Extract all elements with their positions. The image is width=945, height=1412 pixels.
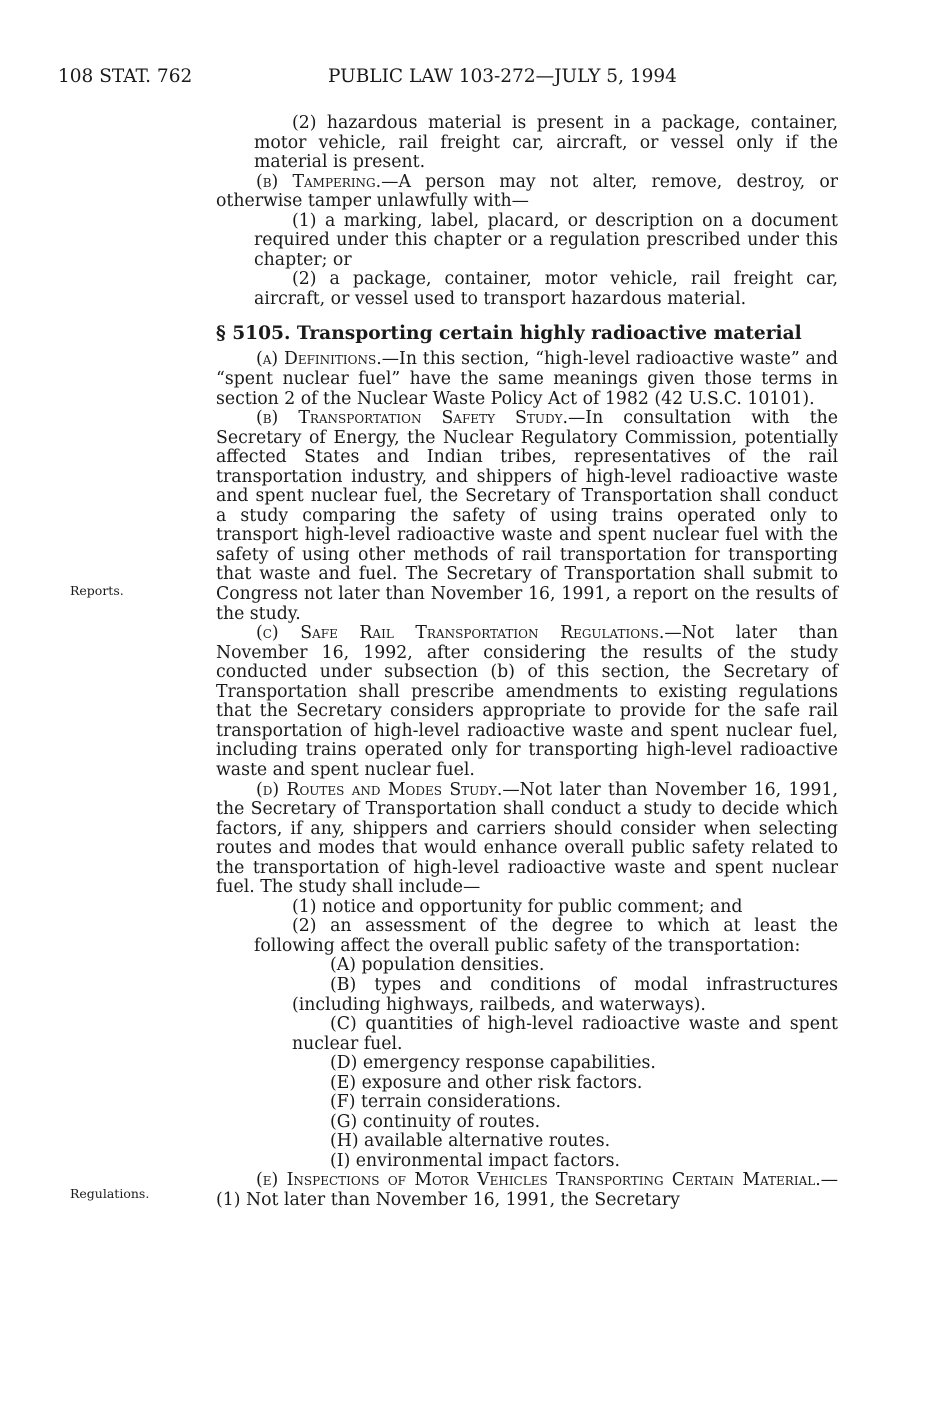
item-dH: (H) available alternative routes.	[330, 1131, 611, 1152]
subsection-bb-text: —In consultation with the Secretary of Energy, the Nuclear Regulatory Commission, potentially affected States and Indian tribes, representatives of the rail transportation industry, and shippers of high-level radioactive waste and spent nuclear fuel, the Secretary of Transportation shall conduct a study comparing the safety of using trains operated only to transport high-level radioactive waste and spent nuclear fuel with the safety of using other methods of rail transportation for transporting that waste and fuel. The Secretary of Transportation shall submit to Congress not later than November 16, 1991, a report on the results of the study.	[216, 408, 839, 624]
section-heading: § 5105. Transporting certain highly radioactive material	[216, 323, 802, 345]
subsection-c-heading: (c) Safe Rail Transportation Regulations.	[256, 623, 665, 644]
subsection-e-heading: (e) Inspections of Motor Vehicles Transporting Certain Material.	[256, 1170, 821, 1191]
paragraph-d1: (1) notice and opportunity for public comment; and	[292, 896, 743, 917]
subsection-a-text: —In this section, “high-level radioactive waste” and “spent nuclear fuel” have the same meanings given those terms in section 2 of the Nuclear Waste Policy Act of 1982 (42 U.S.C. 10101).	[216, 349, 838, 409]
public-law-title: PUBLIC LAW 103-272—JULY 5, 1994	[328, 66, 677, 87]
paragraph-b2: (2) a package, container, motor vehicle, rail freight car, aircraft, or vessel used to transport hazardous material.	[254, 269, 838, 309]
subsection-a-definitions	[216, 350, 838, 409]
item-dA: (A) population densities.	[330, 955, 545, 976]
item-dG: (G) continuity of routes.	[330, 1111, 541, 1132]
margin-note-reports: Reports.	[70, 583, 124, 598]
paragraph-a2: (2) hazardous material is present in a package, container, motor vehicle, rail freight car, aircraft, or vessel only if the material is present.	[254, 113, 838, 173]
subsection-d-heading: (d) Routes and Modes Study.	[256, 779, 503, 800]
page-header	[58, 66, 818, 92]
subsection-bb-heading: (b) Transportation Safety Study.	[256, 408, 569, 429]
paragraph-b1: (1) a marking, label, placard, or description on a document required under this chapter or a regulation prescribed under this chapter; or	[254, 210, 838, 270]
margin-note-regulations: Regulations.	[70, 1186, 150, 1201]
item-dC: (C) quantities of high-level radioactive waste and spent nuclear fuel.	[292, 1014, 838, 1054]
subsection-c-text: —Not later than November 16, 1992, after considering the results of the study conducted under subsection (b) of this section, the Secretary of Transportation shall prescribe amendments to existing regulations that the Secretary considers appropriate to provide for the safe rail transportation of high-level radioactive waste and spent nuclear fuel, including trains operated only for transporting high-level radioactive waste and spent nuclear fuel.	[216, 623, 838, 780]
item-dF: (F) terrain considerations.	[330, 1092, 561, 1113]
document-body	[216, 114, 838, 1211]
item-dD: (D) emergency response capabilities.	[330, 1053, 656, 1074]
statute-page-number: 108 STAT. 762	[58, 66, 193, 87]
subsection-a-heading: (a) Definitions.	[256, 349, 382, 370]
subsection-d-routes-study	[216, 781, 838, 898]
item-dB: (B) types and conditions of modal infrastructures (including highways, railbeds, and waterways).	[292, 974, 838, 1015]
subsection-e-text: —(1) Not later than November 16, 1991, the Secretary	[216, 1170, 838, 1210]
subsection-b-safety-study	[216, 409, 838, 624]
subsection-e-inspections	[216, 1171, 838, 1210]
item-dE: (E) exposure and other risk factors.	[330, 1072, 643, 1093]
subsection-d-text: —Not later than November 16, 1991, the Secretary of Transportation shall conduct a study to decide which factors, if any, shippers and carriers should consider when selecting routes and modes that would enhance overall public safety related to the transportation of high-level radioactive waste and spent nuclear fuel. The study shall include—	[216, 779, 838, 898]
subsection-c-regulations	[216, 624, 838, 780]
subsection-b-heading: (b) Tampering.	[256, 171, 382, 192]
subsection-b-tampering	[216, 173, 838, 212]
item-dI: (I) environmental impact factors.	[330, 1150, 621, 1171]
subsection-b-text: —A person may not alter, remove, destroy, or otherwise tamper unlawfully with—	[216, 171, 839, 212]
paragraph-d2: (2) an assessment of the degree to which at least the following affect the overall public safety of the transportation:	[254, 916, 838, 956]
